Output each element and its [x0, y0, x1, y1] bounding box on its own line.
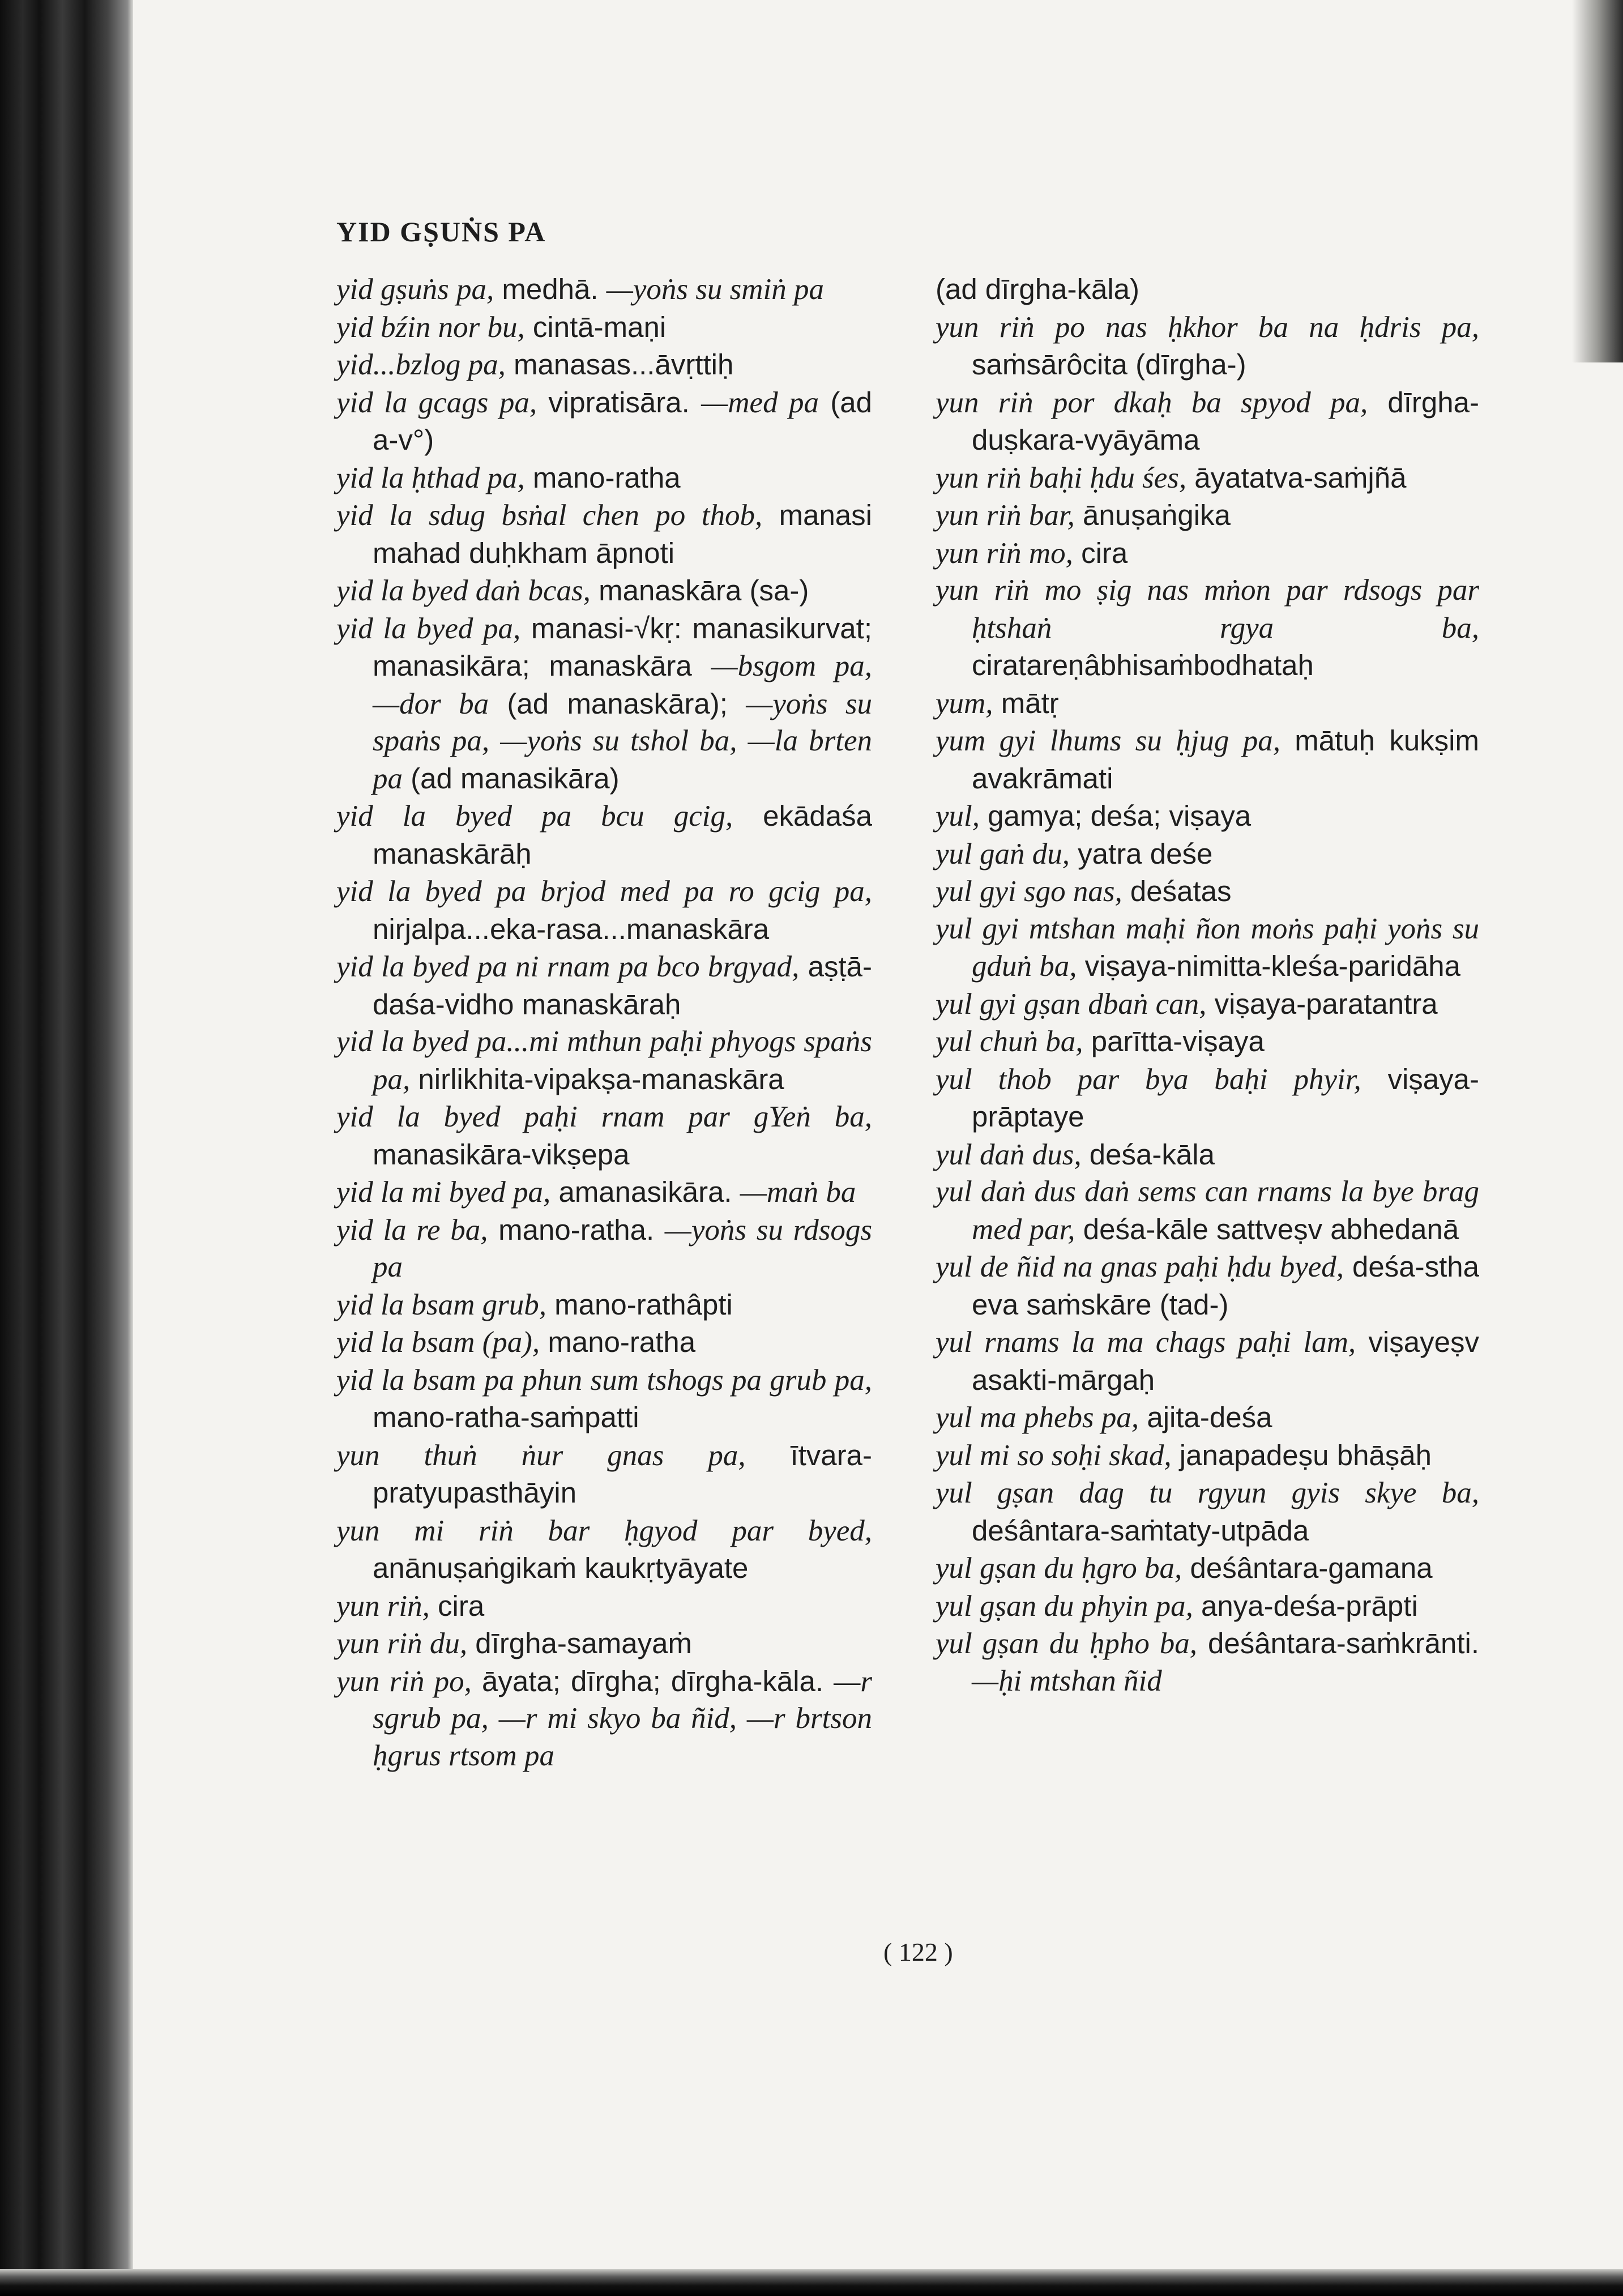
tibetan-term: yum, [936, 686, 993, 720]
sanskrit-equivalent: mātṛ [993, 686, 1059, 719]
running-head: YID GṢUṄS PA [336, 216, 546, 247]
sanskrit-equivalent: mano-rathâpti [546, 1288, 733, 1321]
tibetan-term: yul, [936, 800, 980, 833]
tibetan-term: yun riṅ mo, [936, 536, 1073, 570]
dictionary-entry [336, 948, 872, 1023]
sanskrit-equivalent: dīrgha-samayaṁ [467, 1627, 692, 1659]
tibetan-term: yul gṣan du phyin pa, [936, 1589, 1193, 1623]
sanskrit-equivalent: viṣayeṣv asakti-mārgaḥ [972, 1326, 1479, 1396]
sanskrit-equivalent: cira [429, 1589, 485, 1622]
tibetan-term: yid...bzlog pa, [336, 348, 506, 381]
dictionary-entry [936, 985, 1479, 1023]
sanskrit-equivalent: mano-ratha-saṁpatti [373, 1401, 639, 1433]
tibetan-term: yul gṣan du ḥgro ba, [936, 1552, 1182, 1585]
dictionary-entry [936, 309, 1479, 384]
dictionary-entry [936, 535, 1479, 573]
sanskrit-equivalent: (ad dīrgha-kāla) [936, 273, 1140, 305]
tibetan-term: —ḥi mtshan ñid [972, 1664, 1162, 1697]
sanskrit-equivalent: āyatatva-saṁjñā [1186, 461, 1407, 494]
dictionary-entry [336, 1324, 872, 1362]
tibetan-term: yun riṅ po nas ḥkhor ba na ḥdris pa, [936, 310, 1479, 344]
tibetan-term: yum gyi lhums su ḥjug pa, [936, 724, 1281, 757]
sanskrit-equivalent: gamya; deśa; viṣaya [980, 800, 1252, 832]
tibetan-term: yul rnams la ma chags paḥi lam, [936, 1326, 1356, 1359]
dictionary-entry [336, 610, 872, 798]
sanskrit-equivalent: vipratisāra. [537, 386, 702, 419]
tibetan-term: yid la byed pa ni rnam pa bco brgyad, [336, 950, 800, 983]
tibetan-term: yid gṣuṅs pa, [336, 273, 494, 306]
sanskrit-equivalent: āyata; dīrgha; dīrgha-kāla. [471, 1665, 834, 1697]
sanskrit-equivalent: viṣaya-nimitta-kleśa-paridāha [1077, 950, 1460, 982]
sanskrit-equivalent: yatra deśe [1070, 837, 1213, 870]
sanskrit-equivalent: nirjalpa...eka-rasa...manaskāra [373, 912, 770, 945]
dictionary-entry [336, 1625, 872, 1663]
dictionary-entry [936, 873, 1479, 911]
dictionary-entry [336, 1173, 872, 1211]
tibetan-term: yid bźin nor bu, [336, 310, 525, 344]
dictionary-entry [336, 346, 872, 384]
dictionary-entry [936, 797, 1479, 835]
tibetan-term: yul chuṅ ba, [936, 1025, 1083, 1058]
sanskrit-equivalent: deśa-stha eva saṁskāre (tad-) [972, 1251, 1479, 1321]
sanskrit-equivalent: nirlikhita-vipakṣa-manaskāra [410, 1062, 784, 1095]
tibetan-term: yul daṅ dus, [936, 1138, 1082, 1171]
dictionary-entry [936, 685, 1479, 723]
tibetan-term: yid la bsam grub, [336, 1288, 546, 1321]
page-shadow-right [1572, 0, 1623, 362]
sanskrit-equivalent: deśântara-saṁtaty-utpāda [972, 1514, 1309, 1547]
sanskrit-equivalent: aṣṭā-daśa-vidho manaskāraḥ [373, 950, 872, 1021]
tibetan-term: yul ma phebs pa, [936, 1401, 1139, 1434]
tibetan-term: yul gaṅ du, [936, 837, 1070, 870]
tibetan-term: yun mi riṅ bar ḥgyod par byed, [336, 1514, 872, 1547]
sanskrit-equivalent: mano-ratha [524, 461, 681, 494]
sanskrit-equivalent: cira [1073, 536, 1128, 569]
tibetan-term: yul gyi gṣan dbaṅ can, [936, 987, 1207, 1021]
tibetan-term: yun riṅ por dkaḥ ba spyod pa, [936, 386, 1368, 419]
tibetan-term: yid la bsam pa phun sum tshogs pa grub pa, [336, 1363, 872, 1397]
sanskrit-equivalent: (ad manaskāra); [489, 687, 746, 720]
tibetan-term: yul de ñid na gnas paḥi ḥdu byed, [936, 1251, 1344, 1283]
dictionary-entry [336, 1512, 872, 1587]
sanskrit-equivalent: janapadeṣu bhāṣāḥ [1171, 1439, 1432, 1471]
dictionary-entry [936, 271, 1479, 309]
sanskrit-equivalent: saṁsārôcita (dīrgha-) [972, 348, 1246, 381]
tibetan-term: yul gyi mtshan maḥi ñon moṅs paḥi yoṅs su gduṅ ba, [936, 912, 1479, 983]
tibetan-term: yul gṣan du ḥpho ba, [936, 1627, 1198, 1660]
tibetan-term: yid la mi byed pa, [336, 1176, 551, 1209]
dictionary-entry [936, 1248, 1479, 1324]
tibetan-term: yid la byed daṅ bcas, [336, 574, 591, 607]
dictionary-entry [336, 497, 872, 572]
sanskrit-equivalent: viṣaya-paratantra [1206, 987, 1438, 1020]
tibetan-term: —bsgom pa, —dor ba [373, 650, 872, 720]
dictionary-entry [336, 459, 872, 497]
dictionary-entry [336, 271, 872, 309]
book-edge-bottom [0, 2269, 1623, 2296]
sanskrit-equivalent: amanasikāra. [550, 1176, 740, 1208]
dictionary-entry [936, 1399, 1479, 1437]
tibetan-term: —med pa [701, 386, 819, 419]
sanskrit-equivalent: manasi mahad duḥkham āpnoti [373, 499, 872, 569]
tibetan-term: —maṅ ba [740, 1176, 856, 1209]
right-column [936, 271, 1479, 1700]
dictionary-entry [936, 1136, 1479, 1174]
sanskrit-equivalent: ekādaśa manaskārāḥ [373, 800, 872, 870]
dictionary-entry [336, 797, 872, 873]
tibetan-term: yun riṅ mo ṣig nas mṅon par rdsogs par ḥtshaṅ rgya ba, [936, 574, 1479, 645]
dictionary-entry [336, 384, 872, 459]
sanskrit-equivalent: anānuṣaṅgikaṁ kaukṛtyāyate [373, 1552, 749, 1584]
dictionary-entry [336, 1098, 872, 1173]
dictionary-entry [936, 497, 1479, 535]
sanskrit-equivalent: ītvara-pratyupasthāyin [373, 1439, 873, 1509]
tibetan-term: yun riṅ po, [336, 1665, 472, 1698]
sanskrit-equivalent: ciratareṇâbhisaṁbodhataḥ [972, 649, 1314, 681]
tibetan-term: —r sgrub pa, —r mi skyo ba ñid, —r brtson ḥgrus rtsom pa [373, 1665, 872, 1772]
tibetan-term: yid la re ba, [336, 1213, 488, 1247]
dictionary-entry [936, 911, 1479, 985]
tibetan-term: yun riṅ baḥi ḥdu śes, [936, 461, 1187, 494]
sanskrit-equivalent: mano-ratha. [488, 1213, 665, 1246]
tibetan-term: yul gṣan dag tu rgyun gyis skye ba, [936, 1476, 1479, 1509]
sanskrit-equivalent: ajita-deśa [1139, 1401, 1272, 1433]
tibetan-term: yid la byed paḥi rnam par gYeṅ ba, [336, 1100, 872, 1133]
dictionary-entry [936, 1061, 1479, 1136]
sanskrit-equivalent: manasas...āvṛttiḥ [505, 348, 734, 381]
tibetan-term: yul mi so soḥi skad, [936, 1439, 1172, 1472]
sanskrit-equivalent: ānuṣaṅgika [1074, 499, 1231, 531]
dictionary-entry [936, 1550, 1479, 1587]
sanskrit-equivalent: parītta-viṣaya [1083, 1025, 1265, 1057]
dictionary-entry [336, 1437, 872, 1512]
dictionary-entry [936, 1023, 1479, 1061]
dictionary-entry [336, 1362, 872, 1437]
dictionary-entry [936, 1474, 1479, 1550]
sanskrit-equivalent: mano-ratha [540, 1326, 696, 1358]
sanskrit-equivalent: viṣaya-prāptaye [972, 1062, 1479, 1133]
sanskrit-equivalent: deśântara-saṁkrānti. [1197, 1627, 1480, 1659]
dictionary-entry [936, 1324, 1479, 1399]
dictionary-entry [336, 873, 872, 948]
dictionary-entry [936, 1437, 1479, 1475]
sanskrit-equivalent: deśa-kāla [1081, 1138, 1215, 1171]
dictionary-entry [936, 1587, 1479, 1625]
book-edge-left [0, 0, 133, 2296]
tibetan-term: yid la byed pa brjod med pa ro gcig pa, [336, 875, 872, 908]
sanskrit-equivalent: deśa-kāle sattveṣv abhedanā [1075, 1213, 1459, 1245]
dictionary-entry [336, 1663, 872, 1775]
sanskrit-equivalent: dīrgha-duṣkara-vyāyāma [972, 386, 1479, 456]
dictionary-entry [936, 1173, 1479, 1248]
tibetan-term: yid la sdug bsṅal chen po thob, [336, 499, 763, 532]
tibetan-term: yul daṅ dus daṅ sems can rnams la bye brag med par, [936, 1175, 1479, 1246]
dictionary-entry [336, 1587, 872, 1625]
sanskrit-equivalent: mātuḥ kukṣim avakrāmati [972, 724, 1479, 795]
tibetan-term: yid la byed pa bcu gcig, [336, 800, 733, 833]
dictionary-entry [336, 309, 872, 347]
sanskrit-equivalent: (ad a-v°) [373, 386, 872, 456]
left-column [336, 271, 872, 1774]
dictionary-entry [336, 1286, 872, 1324]
page-number: ( 122 ) [883, 1937, 953, 1966]
tibetan-term: yul gyi sgo nas, [936, 875, 1122, 908]
tibetan-term: yid la byed pa...mi mthun paḥi phyogs spaṅs pa, [336, 1025, 872, 1096]
dictionary-entry [936, 1625, 1479, 1700]
sanskrit-equivalent: medhā. [494, 273, 607, 305]
dictionary-entry [936, 722, 1479, 797]
tibetan-term: yid la bsam (pa), [336, 1326, 540, 1359]
tibetan-term: yid la gcags pa, [336, 386, 537, 419]
tibetan-term: —yoṅs su rdsogs pa [373, 1213, 872, 1283]
dictionary-entry [336, 1023, 872, 1098]
sanskrit-equivalent: deśântara-gamana [1182, 1552, 1433, 1584]
dictionary-entry [336, 572, 872, 610]
dictionary-entry [936, 384, 1479, 459]
tibetan-term: yun riṅ, [336, 1589, 430, 1623]
tibetan-term: yun riṅ bar, [936, 499, 1075, 532]
dictionary-entry [936, 572, 1479, 685]
sanskrit-equivalent: anya-deśa-prāpti [1193, 1589, 1418, 1622]
tibetan-term: yul thob par bya baḥi phyir, [936, 1062, 1361, 1096]
tibetan-term: —yoṅs su smiṅ pa [606, 273, 824, 306]
tibetan-term: —yoṅs su spaṅs pa, —yoṅs su tshol ba, —la brten pa [373, 687, 872, 795]
sanskrit-equivalent: (ad manasikāra) [403, 762, 620, 795]
sanskrit-equivalent: manaskāra (sa-) [590, 574, 809, 607]
tibetan-term: yid la byed pa, [336, 612, 521, 645]
dictionary-entry [936, 835, 1479, 873]
dictionary-entry [936, 459, 1479, 497]
tibetan-term: yun thuṅ ṅur gnas pa, [336, 1439, 746, 1472]
tibetan-term: yun riṅ du, [336, 1627, 468, 1660]
tibetan-term: yid la ḥthad pa, [336, 461, 525, 494]
dictionary-entry [336, 1211, 872, 1286]
sanskrit-equivalent: manasi-√kṛ: manasikurvat; manasikāra; manaskāra [373, 612, 872, 682]
sanskrit-equivalent: cintā-maṇi [524, 310, 667, 343]
sanskrit-equivalent: deśatas [1122, 875, 1232, 907]
sanskrit-equivalent: manasikāra-vikṣepa [373, 1138, 630, 1171]
